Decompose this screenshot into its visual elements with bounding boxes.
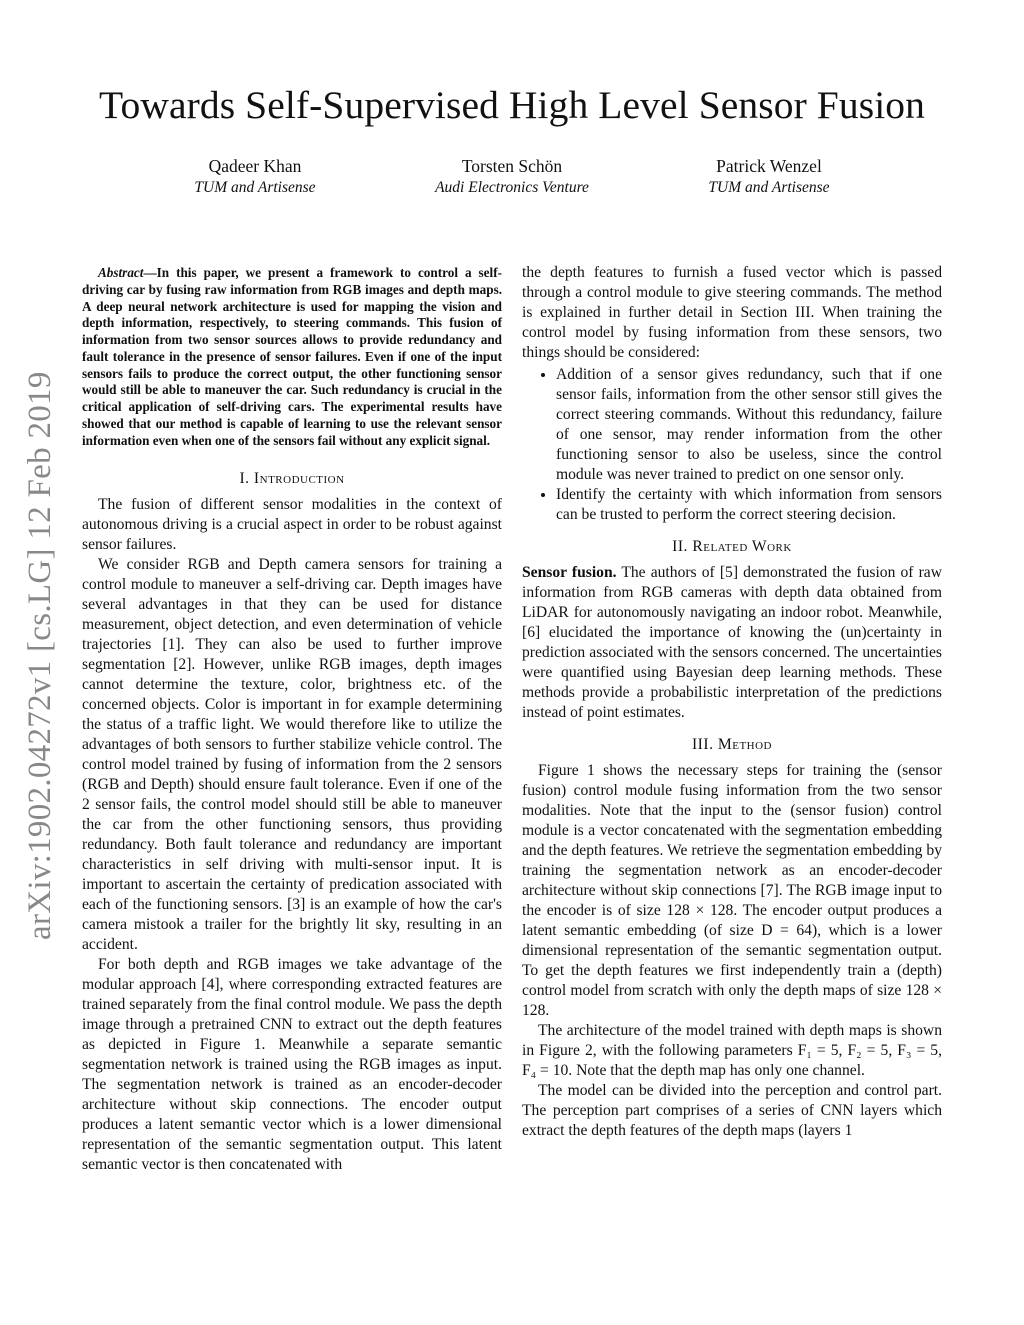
author-name: Patrick Wenzel — [716, 156, 822, 176]
author-1 — [125, 155, 385, 199]
author-affiliation: Audi Electronics Venture — [435, 179, 589, 196]
paragraph: The model can be divided into the perception and control part. The perception part comprises of a series of CNN layers which extract the depth features of the depth maps (layers 1 — [522, 1082, 942, 1139]
bullet-item: • Identify the certainty with which information from sensors can be trusted to perform the correct steering decision. — [556, 485, 942, 525]
author-name: Qadeer Khan — [208, 156, 302, 176]
author-affiliation: TUM and Artisense — [708, 179, 830, 196]
paragraph: Figure 1 shows the necessary steps for training the (sensor fusion) control module fusing information from the two sensor modalities. Note that the input to the (sensor fusion) control module is a vector concatenated with the segmentation embedding and the depth features. We retrieve the segmentation embedding by training the segmentation network as an encoder-decoder architecture without skip connections [7]. The RGB image input to the encoder is of size 128 × 128. The encoder output produces a latent semantic embedding (of size D = 64), which is a lower dimensional representation of the semantic segmentation output. To get the depth features we first independently train a (depth) control model from scratch with only the depth maps of size 128 × 128. — [522, 762, 942, 1019]
paragraph: For both depth and RGB images we take advantage of the modular approach [4], where corresponding extracted features are trained separately from the final control module. We pass the depth image through a pretrained CNN to extract out the depth features as depicted in Figure 1. Meanwhile a separate semantic segmentation network is trained using the RGB images as input. The segmentation network is trained as an encoder-decoder architecture without skip connections. The encoder output produces a latent semantic vector which is a lower dimensional representation of the semantic segmentation output. This latent semantic vector is then concatenated with — [82, 956, 502, 1174]
abstract-label: Abstract — [98, 265, 144, 280]
paper-title: Towards Self-Supervised High Level Sensor Fusion — [99, 83, 925, 127]
author-name: Torsten Schön — [461, 156, 563, 176]
left-column — [82, 263, 502, 1175]
abstract-text: —In this paper, we present a framework to control a self-driving car by fusing raw information from RGB images and depth maps. A deep neural network architecture is used for mapping the vision and depth information, respectively, to steering commands. This fusion of information from two sensor sources allows to provide redundancy and fault tolerance in the presence of sensor failures. Even if one of the input sensors fails to produce the correct output, the other functioning sensor would still be able to maneuver the car. Such redundancy is crucial in the critical application of self-driving cars. The experimental results have showed that our method is capable of learning to use the relevant sensor information even when one of the sensors fail without any explicit signal. — [82, 265, 502, 448]
paragraph: We consider RGB and Depth camera sensors for training a control module to maneuver a self-driving car. Depth images have several advantages in that they can be used for distance measurement, object detection, and even determination of vehicle trajectories [1]. They can also be used to further improve segmentation [2]. However, unlike RGB images, depth images cannot determine the texture, color, brightness etc. of the concerned objects. Color is important in for example determining the status of a traffic light. We would therefore like to utilize the advantages of both sensors to further stabilize vehicle control. The control model trained by fusing of information from the 2 sensors (RGB and Depth) should ensure fault tolerance. Even if one of the 2 sensor fails, the control model should still be able to maneuver the car from the other functioning sensors, thus providing redundancy. Both fault tolerance and redundancy are important characteristics in self driving with multi-sensor input. It is important to ascertain the certainty of predication associated with each of the functioning sensors. [3] is an example of how the car's camera mistook a trailer for the brightly lit sky, resulting in an accident. — [82, 556, 502, 954]
right-column — [522, 263, 942, 1141]
paragraph-text: The authors of [5] demonstrated the fusion of raw information from RGB cameras with depth data obtained from LiDAR for autonomously navigating an indoor robot. Meanwhile, [6] elucidated the importance of knowing the (un)certainty in prediction associated with the sensors concerned. The uncertainties were quantified using Bayesian deep learning methods. These methods provide a probabilistic interpretation of the predictions instead of point estimates. — [522, 564, 942, 721]
abstract — [82, 265, 502, 449]
paragraph: the depth features to furnish a fused vector which is passed through a control module to give steering commands. The method is explained in further detail in Section III. When training the control model by fusing information from these sensors, two things should be considered: — [522, 264, 942, 361]
section-heading-method: III. Method — [691, 736, 772, 753]
paragraph: The fusion of different sensor modalities in the context of autonomous driving is a crucial aspect in order to be robust against sensor failures. — [82, 496, 502, 554]
runin-heading: Sensor fusion. — [522, 564, 617, 581]
bullet-item: • Addition of a sensor gives redundancy, such that if one sensor fails, information from the other sensor still gives the correct steering commands. Without this redundancy, failure of one sensor, may render information from the other functioning sensor to also be useless, since the control module was never trained to predict on one sensor only. — [556, 365, 942, 485]
arxiv-stamp: arXiv:1902.04272v1 [cs.LG] 12 Feb 2019 — [22, 371, 58, 940]
paragraph: The architecture of the model trained with depth maps is shown in Figure 2, with the following parameters F₁ = 5, F₂ = 5, F₃ = 5, F₄ = 10. Note that the depth map has only one channel. — [522, 1022, 942, 1079]
author-affiliation: TUM and Artisense — [194, 179, 316, 196]
section-heading-related-work: II. Related Work — [672, 538, 792, 555]
author-2 — [382, 155, 642, 199]
author-3 — [639, 155, 899, 199]
paragraph — [522, 563, 942, 723]
bullet-list — [522, 365, 942, 525]
section-heading-introduction: I. Introduction — [239, 470, 345, 488]
